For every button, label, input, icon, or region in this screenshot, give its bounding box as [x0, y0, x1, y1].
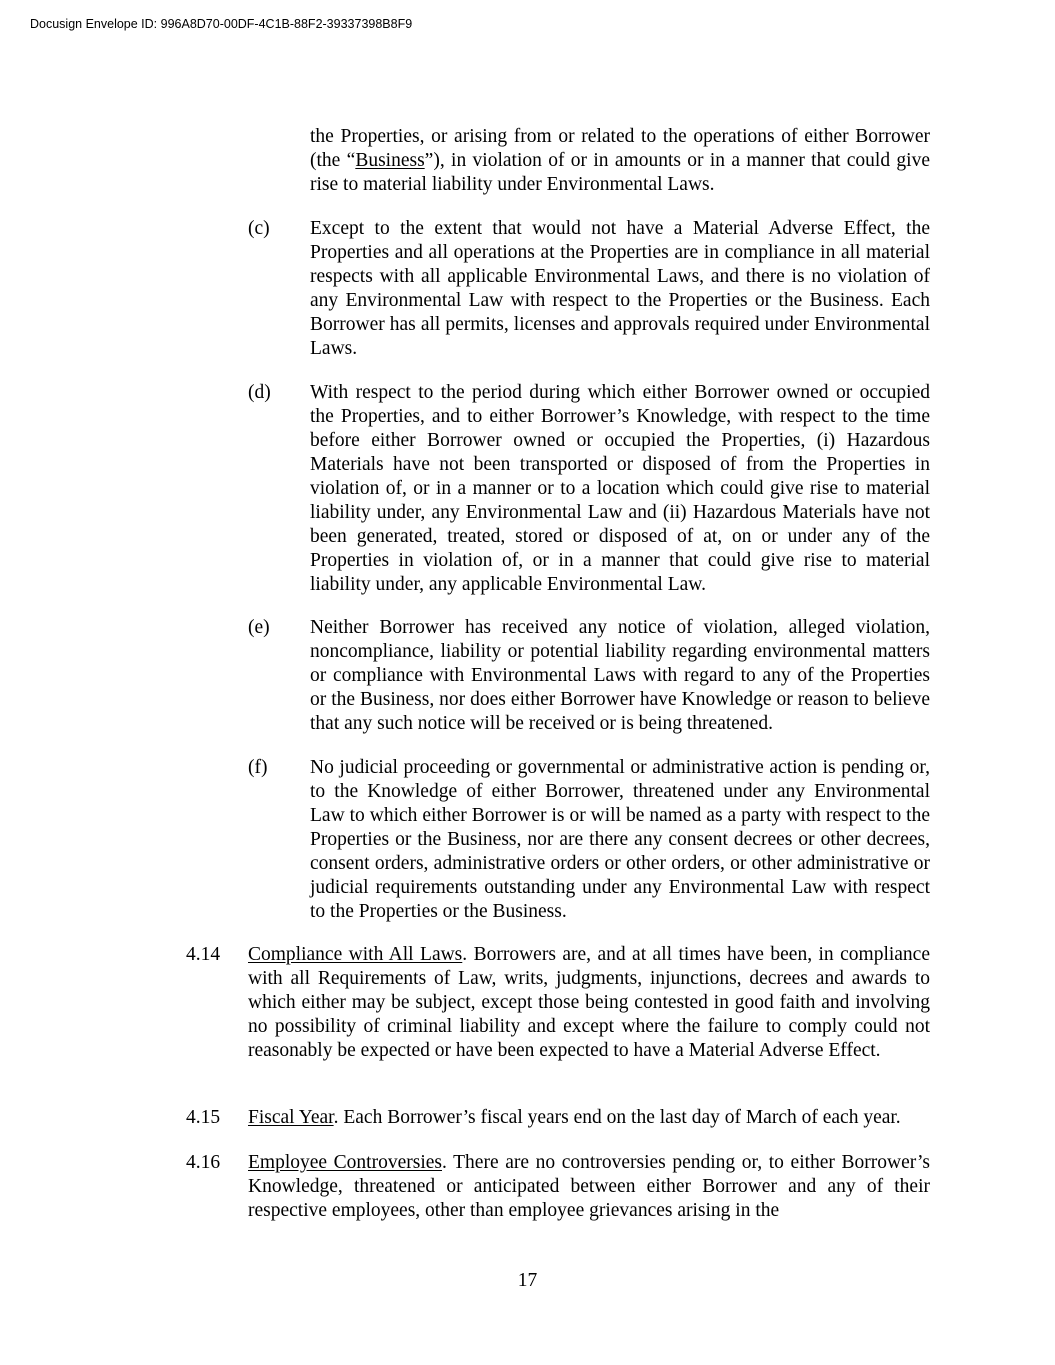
section-number-4-15: 4.15: [186, 1107, 221, 1128]
page-number: 17: [517, 1270, 538, 1291]
item-label-d: (d): [248, 382, 271, 403]
section-4-14: Compliance with All Laws. Borrowers are, and at all times have been, in compliance with all Requirements of Law, writs, judgments, injunctions, decrees and awards to which either may be subject, except those being contested in good faith and involving no possibility of criminal liability and except where the failure to comply could not reasonably be expected or have been expected to have a Material Adverse Effect.: [248, 944, 930, 1061]
section-heading-4-14: Compliance with All Laws: [248, 944, 463, 965]
item-text-e: Neither Borrower has received any notice of violation, alleged violation, noncompliance, liability or potential liability regarding environmental matters or compliance with Environmental Laws with regard to any of the Properties or the Business, nor does either Borrower have Knowledge or reason to believe that any such notice will be received or is being threatened.: [310, 617, 930, 734]
item-label-f: (f): [248, 757, 268, 778]
item-text-d: With respect to the period during which either Borrower owned or occupied the Properties, and to either Borrower’s Knowledge, with respect to the time before either Borrower owned or occupied the Properties, (i) Hazardous Materials have not been transported or disposed of from the Properties in violation of, or in a manner or to a location which could give rise to material liability under, any Environmental Law and (ii) Hazardous Materials have not been generated, treated, stored or disposed of at, on or under any of the Properties in violation of, or in a manner that could give rise to material liability under, any applicable Environmental Law.: [310, 382, 930, 595]
section-4-15: Fiscal Year. Each Borrower’s fiscal years end on the last day of March of each year.: [248, 1107, 901, 1128]
section-heading-4-16: Employee Controversies: [248, 1152, 442, 1173]
section-4-16: Employee Controversies. There are no controversies pending or, to either Borrower’s Knowledge, threatened or anticipated between either Borrower and any of their respective employees, other than employee grievances arising in the: [248, 1152, 930, 1221]
item-text-c: Except to the extent that would not have a Material Adverse Effect, the Properties and all operations at the Properties are in compliance in all material respects with all applicable Environmental Laws, and there is no violation of any Environmental Law with respect to the Properties or the Business. Each Borrower has all permits, licenses and approvals required under Environmental Laws.: [310, 218, 930, 359]
item-text-f: No judicial proceeding or governmental or administrative action is pending or, to the Knowledge of either Borrower, threatened under any Environmental Law to which either Borrower is or will be named as a party with respect to the Properties or the Business, nor are there any consent decrees or other decrees, consent orders, administrative orders or other orders, or other administrative or judicial requirements outstanding under any Environmental Law with respect to the Properties or the Business.: [310, 757, 930, 922]
docusign-envelope-id: Docusign Envelope ID: 996A8D70-00DF-4C1B-88F2-39337398B8F9: [30, 17, 413, 31]
section-number-4-16: 4.16: [186, 1152, 221, 1173]
item-label-e: (e): [248, 617, 270, 638]
item-label-c: (c): [248, 218, 270, 239]
continuation-paragraph: the Properties, or arising from or related to the operations of either Borrower (the “Business”), in violation of or in amounts or in a manner that could give rise to material liability under Environmental Laws.: [310, 126, 930, 195]
section-number-4-14: 4.14: [186, 944, 221, 965]
section-heading-4-15: Fiscal Year: [248, 1107, 334, 1128]
defined-term-business: Business: [355, 150, 425, 171]
